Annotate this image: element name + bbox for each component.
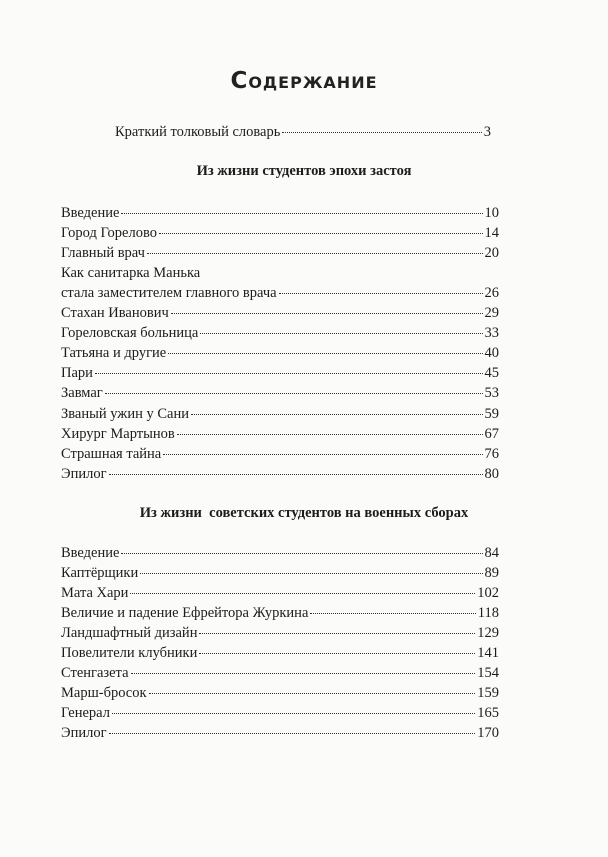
dot-leader	[159, 233, 483, 234]
toc-entry-title: Пари	[61, 365, 93, 381]
toc-entry	[61, 426, 499, 444]
dot-leader	[168, 353, 482, 354]
dot-leader	[163, 454, 482, 455]
section-heading-2: Из жизни советских студентов на военных сборах	[139, 505, 469, 521]
toc-entry	[61, 446, 499, 464]
toc-entry-page: 141	[477, 645, 499, 661]
toc-entry-page: 40	[484, 345, 499, 361]
toc-entry	[61, 305, 499, 323]
toc-entry-page: 129	[477, 625, 499, 641]
toc-entry-title: Ландшафтный дизайн	[61, 625, 198, 641]
toc-entry-title: Мата Хари	[61, 585, 129, 601]
toc-entry-page: 102	[477, 585, 499, 601]
toc-entry-page: 118	[477, 605, 499, 621]
toc-entry	[61, 245, 499, 263]
dot-leader	[130, 593, 475, 594]
toc-entry-title: Татьяна и другие	[61, 345, 167, 361]
toc-entry	[61, 285, 499, 303]
toc-entry-title: Хирург Мартынов	[61, 426, 175, 442]
toc-entry-title: Каптёрщики	[61, 565, 139, 581]
toc-entry-page: 26	[484, 285, 499, 301]
toc-entry	[61, 585, 499, 603]
toc-entry-title: Введение	[61, 545, 120, 561]
toc-entry-title: Стенгазета	[61, 665, 129, 681]
toc-entry-page: 84	[484, 545, 499, 561]
section-heading-1: Из жизни студентов эпохи застоя	[196, 163, 412, 179]
toc-entry	[61, 545, 499, 563]
toc-entry-page: 20	[484, 245, 499, 261]
dot-leader	[147, 253, 483, 254]
toc-entry-title: Эпилог	[61, 466, 107, 482]
toc-entry-title: Величие и падение Ефрейтора Журкина	[61, 605, 309, 621]
dot-leader	[109, 474, 483, 475]
toc-entry-title: Повелители клубники	[61, 645, 198, 661]
toc-entry-title: Страшная тайна	[61, 446, 162, 462]
dot-leader	[149, 693, 476, 694]
toc-entry-page: 3	[483, 124, 491, 140]
toc-entry-title: Генерал	[61, 705, 110, 721]
dot-leader	[109, 733, 476, 734]
toc-entry-page: 53	[484, 385, 499, 401]
toc-entry-page: 159	[477, 685, 499, 701]
toc-entry	[61, 205, 499, 223]
toc-entry-page: 165	[477, 705, 499, 721]
toc-entry-page: 14	[484, 225, 499, 241]
toc-entry	[61, 665, 499, 683]
toc-entry-page: 89	[484, 565, 499, 581]
dot-leader	[279, 293, 483, 294]
dot-leader	[177, 434, 483, 435]
dot-leader	[140, 573, 482, 574]
dot-leader	[199, 633, 475, 634]
toc-entry	[61, 725, 499, 743]
dot-leader	[112, 713, 475, 714]
toc-entry-title: Званый ужин у Сани	[61, 406, 189, 422]
toc-entry-title: Марш-бросок	[61, 685, 147, 701]
toc-entry-title: Стахан Иванович	[61, 305, 169, 321]
toc-entry	[61, 385, 499, 403]
dot-leader	[171, 313, 483, 314]
toc-entry-title: Завмаг	[61, 385, 103, 401]
dot-leader	[282, 132, 481, 133]
toc-entry-page: 33	[484, 325, 499, 341]
toc-entry	[61, 345, 499, 363]
dot-leader	[199, 653, 475, 654]
toc-entry-page: 29	[484, 305, 499, 321]
toc-entry-page: 154	[477, 665, 499, 681]
toc-entry	[61, 645, 499, 663]
toc-entry	[61, 325, 499, 343]
toc-entry-title: стала заместителем главного врача	[61, 285, 277, 301]
dot-leader	[121, 553, 482, 554]
dot-leader	[310, 613, 475, 614]
dot-leader	[105, 393, 483, 394]
toc-entry	[61, 406, 499, 424]
toc-entry-page: 59	[484, 406, 499, 422]
dot-leader	[95, 373, 483, 374]
toc-entry-title: Главный врач	[61, 245, 145, 261]
toc-entry	[61, 685, 499, 703]
toc-entry-title: Введение	[61, 205, 120, 221]
toc-entry-title: Краткий толковый словарь	[115, 124, 281, 140]
toc-entry-dictionary	[115, 124, 491, 142]
toc-entry-page: 10	[484, 205, 499, 221]
toc-entry	[61, 365, 499, 383]
toc-entry-title-line1: Как санитарка Манька	[61, 265, 201, 281]
toc-entry-page: 80	[484, 466, 499, 482]
page-title: Содержание	[230, 68, 378, 94]
toc-entry-title: Гореловская больница	[61, 325, 199, 341]
toc-entry-title: Город Горелово	[61, 225, 157, 241]
dot-leader	[191, 414, 483, 415]
dot-leader	[200, 333, 482, 334]
toc-entry	[61, 625, 499, 643]
toc-entry-page: 76	[484, 446, 499, 462]
toc-entry	[61, 225, 499, 243]
toc-entry	[61, 565, 499, 583]
toc-entry-page: 67	[484, 426, 499, 442]
toc-entry	[61, 466, 499, 484]
toc-entry-page: 45	[484, 365, 499, 381]
dot-leader	[131, 673, 476, 674]
toc-entry-page: 170	[477, 725, 499, 741]
toc-entry-title: Эпилог	[61, 725, 107, 741]
toc-entry	[61, 705, 499, 723]
toc-entry	[61, 605, 499, 623]
dot-leader	[121, 213, 482, 214]
